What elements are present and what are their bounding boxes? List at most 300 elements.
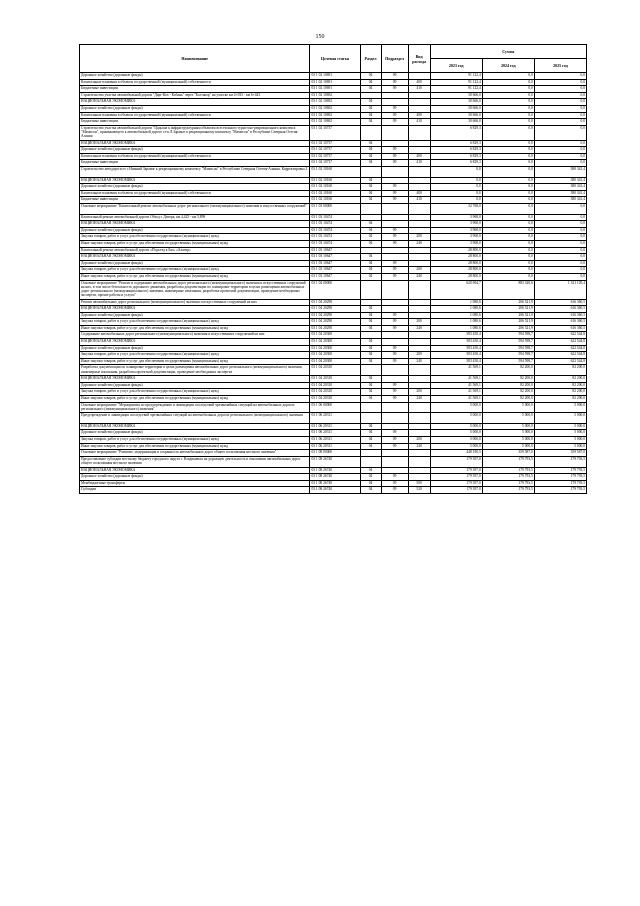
row-vid: 240 (408, 274, 430, 281)
row-amount-2024: 594 598,7 (482, 352, 534, 359)
row-amount-2024: 0,0 (482, 140, 534, 147)
row-section: 04 (360, 467, 381, 474)
row-amount-2023: 1 080,6 (430, 319, 482, 326)
table-row (80, 160, 587, 167)
row-amount-2023: 179 397,0 (430, 467, 482, 474)
row-amount-2023: 583 450,4 (430, 352, 482, 359)
row-amount-2023: 41 569,1 (430, 365, 482, 376)
row-code: 03 1 02 10691 (310, 79, 360, 86)
row-amount-2025: 0,0 (534, 221, 586, 228)
row-amount-2025: 0,0 (534, 274, 586, 281)
table-row (80, 345, 587, 352)
row-amount-2024: 5 000,0 (482, 402, 534, 413)
row-code: 03 1 03 10474 (310, 227, 360, 234)
row-section: 04 (360, 274, 381, 281)
table-row (80, 474, 587, 481)
table-row (80, 79, 587, 86)
row-subsection (381, 254, 408, 261)
row-name: Бюджетные инвестиции (80, 160, 310, 167)
row-amount-2023: 583 450,4 (430, 339, 482, 346)
row-amount-2023: 41 569,1 (430, 382, 482, 389)
row-subsection: 09 (381, 234, 408, 241)
row-section: 04 (360, 260, 381, 267)
header-code: Целевая статья (310, 45, 360, 73)
row-name: Закупка товаров, работ и услуг для обеспечения государственных (муниципальных) нужд (80, 352, 310, 359)
table-row (80, 99, 587, 106)
table-row (80, 267, 587, 274)
row-name: Бюджетные инвестиции (80, 119, 310, 126)
row-name: Основное мероприятие "Ремонт и содержание автомобильных дорог регионального (межмуниципального) значения и искусственных сооружений на них, в том числе безопасность дорожного движения, разработка документации по планировке территории в целях размещения автомобильных дорог регионального (межмуниципального) значения, инженерные изыскания, разработка проектной документации, проведение необходимых экспертиз, прочие работы и услуги" (80, 280, 310, 299)
row-vid (408, 365, 430, 376)
row-amount-2024: 883 320,6 (482, 280, 534, 299)
row-section: 04 (360, 352, 381, 359)
row-amount-2025: 179 793,5 (534, 456, 586, 467)
row-code: 03 1 04 20300 (310, 339, 360, 346)
row-vid: 200 (408, 319, 430, 326)
row-code: 03 1 03 10647 (310, 247, 360, 254)
table-row (80, 325, 587, 332)
table-row (80, 125, 587, 140)
row-section: 04 (360, 254, 381, 261)
row-amount-2023: 6 829,3 (430, 147, 482, 154)
row-vid: 240 (408, 241, 430, 248)
row-amount-2025: 0,0 (534, 241, 586, 248)
row-amount-2024: 179 793,5 (482, 474, 534, 481)
row-amount-2025: 380 341,4 (534, 197, 586, 204)
row-section (360, 402, 381, 413)
row-section: 04 (360, 112, 381, 119)
row-code: 03 1 04 20310 (310, 382, 360, 389)
row-vid (408, 184, 430, 191)
row-section (360, 214, 381, 221)
row-section: 04 (360, 73, 381, 80)
row-amount-2024: 594 598,7 (482, 339, 534, 346)
row-amount-2023: 620 694,7 (430, 280, 482, 299)
row-vid (408, 332, 430, 339)
table-row (80, 402, 587, 413)
row-amount-2025: 82 200,0 (534, 376, 586, 383)
row-amount-2024: 0,0 (482, 86, 534, 93)
row-code: 03 1 06 20311 (310, 423, 360, 430)
row-name: Закупка товаров, работ и услуг для обеспечения государственных (муниципальных) нужд (80, 267, 310, 274)
row-subsection: 09 (381, 487, 408, 494)
row-amount-2023: 41 569,1 (430, 395, 482, 402)
row-subsection (381, 402, 408, 413)
row-amount-2023: 3 968,0 (430, 241, 482, 248)
row-section (360, 280, 381, 299)
row-amount-2025: 179 793,5 (534, 474, 586, 481)
row-amount-2025: 359 587,0 (534, 450, 586, 457)
row-vid: 400 (408, 190, 430, 197)
row-code: 03 1 06 20311 (310, 430, 360, 437)
row-amount-2025: 0,0 (534, 247, 586, 254)
row-subsection (381, 456, 408, 467)
row-subsection (381, 467, 408, 474)
header-year-2025: 2025 год (534, 59, 586, 73)
row-section: 04 (360, 443, 381, 450)
row-amount-2023: 5 000,0 (430, 423, 482, 430)
row-amount-2025: 0,0 (534, 79, 586, 86)
row-amount-2025: 5 000,0 (534, 423, 586, 430)
row-name: Закупка товаров, работ и услуг для обеспечения государственных (муниципальных) нужд (80, 437, 310, 444)
row-vid (408, 299, 430, 306)
row-amount-2025: 0,0 (534, 125, 586, 140)
row-vid (408, 147, 430, 154)
row-section (360, 365, 381, 376)
row-subsection: 09 (381, 480, 408, 487)
row-vid (408, 99, 430, 106)
row-name: Иные закупки товаров, работ и услуг для обеспечения государственных (муниципальных) нужд (80, 358, 310, 365)
budget-table (79, 44, 587, 494)
row-code: 03 1 04 20310 (310, 376, 360, 383)
row-section (360, 166, 381, 177)
row-section: 04 (360, 86, 381, 93)
row-name: Дорожное хозяйство (дорожные фонды) (80, 184, 310, 191)
row-amount-2024: 179 793,5 (482, 487, 534, 494)
row-subsection: 09 (381, 474, 408, 481)
table-row (80, 413, 587, 424)
row-vid (408, 227, 430, 234)
table-row (80, 332, 587, 339)
row-section: 04 (360, 480, 381, 487)
row-code: 03 1 02 10160 (310, 190, 360, 197)
row-subsection (381, 203, 408, 214)
row-subsection (381, 92, 408, 99)
row-amount-2025: 5 000,0 (534, 402, 586, 413)
table-row (80, 456, 587, 467)
row-section: 04 (360, 267, 381, 274)
row-code: 03 1 03 00000 (310, 203, 360, 214)
row-amount-2025: 0,0 (534, 105, 586, 112)
row-amount-2025: 0,0 (534, 267, 586, 274)
row-amount-2023: 583 450,4 (430, 332, 482, 339)
row-amount-2025: 622 544,8 (534, 352, 586, 359)
row-amount-2024: 0,0 (482, 112, 534, 119)
row-name: Закупка товаров, работ и услуг для обеспечения государственных (муниципальных) нужд (80, 319, 310, 326)
row-amount-2023: 179 397,0 (430, 456, 482, 467)
row-code: 03 1 02 10692 (310, 99, 360, 106)
row-subsection: 09 (381, 112, 408, 119)
row-code: 03 1 04 20310 (310, 395, 360, 402)
row-vid (408, 339, 430, 346)
row-name: Иные закупки товаров, работ и услуг для обеспечения государственных (муниципальных) нужд (80, 274, 310, 281)
row-amount-2024: 594 598,7 (482, 345, 534, 352)
table-row (80, 112, 587, 119)
row-section: 04 (360, 376, 381, 383)
row-code: 03 1 02 10692 (310, 105, 360, 112)
row-section (360, 247, 381, 254)
row-vid: 410 (408, 119, 430, 126)
row-code: 03 1 03 10474 (310, 214, 360, 221)
row-code: 03 1 04 00000 (310, 280, 360, 299)
row-subsection: 09 (381, 105, 408, 112)
header-vid: Вид расхода (408, 45, 430, 73)
row-vid: 200 (408, 352, 430, 359)
row-subsection: 09 (381, 119, 408, 126)
row-amount-2023: 28 800,0 (430, 247, 482, 254)
row-subsection: 09 (381, 260, 408, 267)
row-subsection: 09 (381, 395, 408, 402)
row-amount-2024: 82 200,0 (482, 389, 534, 396)
row-amount-2025: 380 341,4 (534, 184, 586, 191)
table-row (80, 423, 587, 430)
row-section: 04 (360, 389, 381, 396)
row-vid: 200 (408, 437, 430, 444)
row-section (360, 92, 381, 99)
row-code: 03 1 04 20290 (310, 306, 360, 313)
table-row (80, 365, 587, 376)
table-row (80, 382, 587, 389)
table-row (80, 312, 587, 319)
row-section: 04 (360, 105, 381, 112)
row-amount-2023: 91 122,4 (430, 73, 482, 80)
row-vid: 240 (408, 395, 430, 402)
row-subsection (381, 99, 408, 106)
row-amount-2024: 594 598,7 (482, 358, 534, 365)
row-section (360, 456, 381, 467)
row-vid (408, 306, 430, 313)
row-vid (408, 221, 430, 228)
row-subsection: 09 (381, 184, 408, 191)
row-name: Иные закупки товаров, работ и услуг для обеспечения государственных (муниципальных) нужд (80, 325, 310, 332)
row-amount-2025: 380 341,4 (534, 190, 586, 197)
row-code: 03 1 02 10160 (310, 166, 360, 177)
row-amount-2024: 0,0 (482, 227, 534, 234)
row-code: 03 1 04 20310 (310, 389, 360, 396)
table-row (80, 430, 587, 437)
row-section: 04 (360, 430, 381, 437)
row-amount-2024: 206 521,9 (482, 319, 534, 326)
row-subsection (381, 450, 408, 457)
table-row (80, 221, 587, 228)
table-body (80, 73, 587, 494)
row-subsection (381, 280, 408, 299)
row-code: 03 1 04 20300 (310, 358, 360, 365)
row-amount-2023: 5 000,0 (430, 437, 482, 444)
row-section: 04 (360, 177, 381, 184)
row-amount-2023: 5 000,0 (430, 430, 482, 437)
row-name: Дорожное хозяйство (дорожные фонды) (80, 260, 310, 267)
row-amount-2024: 0,0 (482, 260, 534, 267)
row-section: 04 (360, 382, 381, 389)
row-amount-2023: 583 450,4 (430, 358, 482, 365)
row-subsection (381, 365, 408, 376)
header-name: Наименование (80, 45, 310, 73)
row-vid (408, 345, 430, 352)
table-row (80, 280, 587, 299)
row-amount-2023: 1 080,6 (430, 325, 482, 332)
row-amount-2023: 91 122,4 (430, 86, 482, 93)
row-amount-2023: 0,0 (430, 166, 482, 177)
row-section: 04 (360, 319, 381, 326)
table-row (80, 443, 587, 450)
row-amount-2023: 6 829,3 (430, 125, 482, 140)
row-amount-2023: 0,0 (430, 197, 482, 204)
row-section: 04 (360, 99, 381, 106)
row-vid: 200 (408, 267, 430, 274)
row-name: Предоставление субсидии местному бюджету городского округа г. Владикавказ на дорожную деятельность в отношении автомобильных дорог общего пользования местного значения (80, 456, 310, 467)
row-code: 03 1 02 10737 (310, 140, 360, 147)
row-amount-2025: 0,0 (534, 119, 586, 126)
table-row (80, 299, 587, 306)
row-subsection (381, 413, 408, 424)
row-section: 04 (360, 306, 381, 313)
row-subsection: 09 (381, 312, 408, 319)
row-amount-2025: 0,0 (534, 254, 586, 261)
row-vid: 400 (408, 153, 430, 160)
row-subsection (381, 339, 408, 346)
row-section: 04 (360, 437, 381, 444)
row-amount-2023: 5 000,0 (430, 443, 482, 450)
row-code: 03 1 03 10647 (310, 267, 360, 274)
table-row (80, 306, 587, 313)
row-code: 03 1 04 20290 (310, 312, 360, 319)
row-amount-2024: 0,0 (482, 153, 534, 160)
row-vid: 200 (408, 389, 430, 396)
row-subsection: 09 (381, 160, 408, 167)
header-sum: Сумма (430, 45, 586, 59)
row-code: 03 1 02 10737 (310, 125, 360, 140)
row-vid: 520 (408, 487, 430, 494)
row-amount-2023: 448 190,5 (430, 450, 482, 457)
row-section: 04 (360, 153, 381, 160)
row-subsection: 09 (381, 190, 408, 197)
row-amount-2024: 206 521,9 (482, 325, 534, 332)
row-amount-2025: 0,0 (534, 147, 586, 154)
row-vid (408, 467, 430, 474)
row-name: НАЦИОНАЛЬНАЯ ЭКОНОМИКА (80, 140, 310, 147)
row-vid: 400 (408, 112, 430, 119)
row-subsection: 09 (381, 358, 408, 365)
row-vid (408, 177, 430, 184)
row-amount-2024: 0,0 (482, 247, 534, 254)
row-amount-2023: 28 800,0 (430, 274, 482, 281)
table-row (80, 376, 587, 383)
table-row (80, 92, 587, 99)
table-row (80, 480, 587, 487)
row-section: 04 (360, 474, 381, 481)
row-amount-2024: 82 200,0 (482, 376, 534, 383)
table-row (80, 184, 587, 191)
row-vid (408, 312, 430, 319)
row-subsection (381, 306, 408, 313)
row-subsection: 09 (381, 443, 408, 450)
row-amount-2024: 0,0 (482, 92, 534, 99)
row-name: Иные закупки товаров, работ и услуг для обеспечения государственных (муниципальных) нужд (80, 241, 310, 248)
row-subsection (381, 221, 408, 228)
row-code: 03 1 08 26740 (310, 456, 360, 467)
row-name: НАЦИОНАЛЬНАЯ ЭКОНОМИКА (80, 254, 310, 261)
row-amount-2023: 179 397,0 (430, 480, 482, 487)
row-amount-2025: 5 000,0 (534, 430, 586, 437)
row-vid (408, 430, 430, 437)
row-vid: 400 (408, 79, 430, 86)
header-subsection: Подраздел (381, 45, 408, 73)
row-name: Капитальные вложения в объекты государственной (муниципальной) собственности (80, 190, 310, 197)
row-amount-2025: 622 544,8 (534, 345, 586, 352)
table-row (80, 147, 587, 154)
row-amount-2025: 5 000,0 (534, 437, 586, 444)
row-vid: 200 (408, 234, 430, 241)
row-amount-2024: 206 521,9 (482, 312, 534, 319)
row-amount-2023: 30 666,0 (430, 119, 482, 126)
row-amount-2025: 82 200,0 (534, 365, 586, 376)
row-subsection (381, 423, 408, 430)
row-amount-2023: 1 080,6 (430, 299, 482, 306)
row-section (360, 125, 381, 140)
row-vid (408, 125, 430, 140)
row-code: 03 1 03 10647 (310, 260, 360, 267)
row-amount-2024: 0,0 (482, 119, 534, 126)
row-code: 03 1 02 10692 (310, 112, 360, 119)
row-amount-2023: 583 450,4 (430, 345, 482, 352)
row-code: 03 1 08 26740 (310, 487, 360, 494)
row-code: 03 1 04 20290 (310, 299, 360, 306)
row-amount-2024: 0,0 (482, 254, 534, 261)
row-amount-2025: 0,0 (534, 99, 586, 106)
row-amount-2023: 0,0 (430, 177, 482, 184)
table-row (80, 166, 587, 177)
row-code: 03 1 02 10160 (310, 184, 360, 191)
row-code: 03 1 02 10737 (310, 153, 360, 160)
row-amount-2024: 0,0 (482, 234, 534, 241)
row-subsection (381, 214, 408, 221)
row-amount-2024: 82 200,0 (482, 382, 534, 389)
row-name: НАЦИОНАЛЬНАЯ ЭКОНОМИКА (80, 423, 310, 430)
row-amount-2025: 1 321 105,4 (534, 280, 586, 299)
table-row (80, 73, 587, 80)
header-section: Раздел (360, 45, 381, 73)
row-amount-2024: 0,0 (482, 177, 534, 184)
row-section: 04 (360, 119, 381, 126)
row-amount-2025: 0,0 (534, 112, 586, 119)
row-amount-2023: 6 829,3 (430, 153, 482, 160)
row-vid (408, 73, 430, 80)
table-row (80, 389, 587, 396)
row-amount-2024: 179 793,5 (482, 467, 534, 474)
row-name: Основное мероприятие "Развитие, модернизация и сохранность автомобильных дорог общего пользования местного значения" (80, 450, 310, 457)
row-section (360, 413, 381, 424)
row-subsection (381, 177, 408, 184)
row-vid (408, 474, 430, 481)
table-row (80, 358, 587, 365)
row-name: Дорожное хозяйство (дорожные фонды) (80, 147, 310, 154)
row-vid: 410 (408, 86, 430, 93)
row-section: 04 (360, 140, 381, 147)
row-amount-2024: 0,0 (482, 166, 534, 177)
row-section: 04 (360, 358, 381, 365)
row-subsection: 09 (381, 241, 408, 248)
table-row (80, 153, 587, 160)
row-code: 03 1 04 20300 (310, 345, 360, 352)
row-name: Содержание автомобильных дорог регионального (межмуниципального) значения и искусственных сооружений на них (80, 332, 310, 339)
row-code: 03 1 04 20300 (310, 332, 360, 339)
row-vid (408, 92, 430, 99)
row-amount-2023: 30 666,0 (430, 92, 482, 99)
row-amount-2025: 0,0 (534, 86, 586, 93)
row-vid (408, 423, 430, 430)
row-name: НАЦИОНАЛЬНАЯ ЭКОНОМИКА (80, 177, 310, 184)
row-amount-2024: 0,0 (482, 147, 534, 154)
row-name: Дорожное хозяйство (дорожные фонды) (80, 312, 310, 319)
row-amount-2024: 0,0 (482, 99, 534, 106)
row-name: Иные закупки товаров, работ и услуг для обеспечения государственных (муниципальных) нужд (80, 443, 310, 450)
row-amount-2024: 594 598,7 (482, 332, 534, 339)
row-name: Ремонт автомобильных дорог регионального (межмуниципального) значения и искусственных сооружений на них (80, 299, 310, 306)
row-amount-2024: 0,0 (482, 214, 534, 221)
row-section: 04 (360, 487, 381, 494)
row-amount-2024: 0,0 (482, 241, 534, 248)
